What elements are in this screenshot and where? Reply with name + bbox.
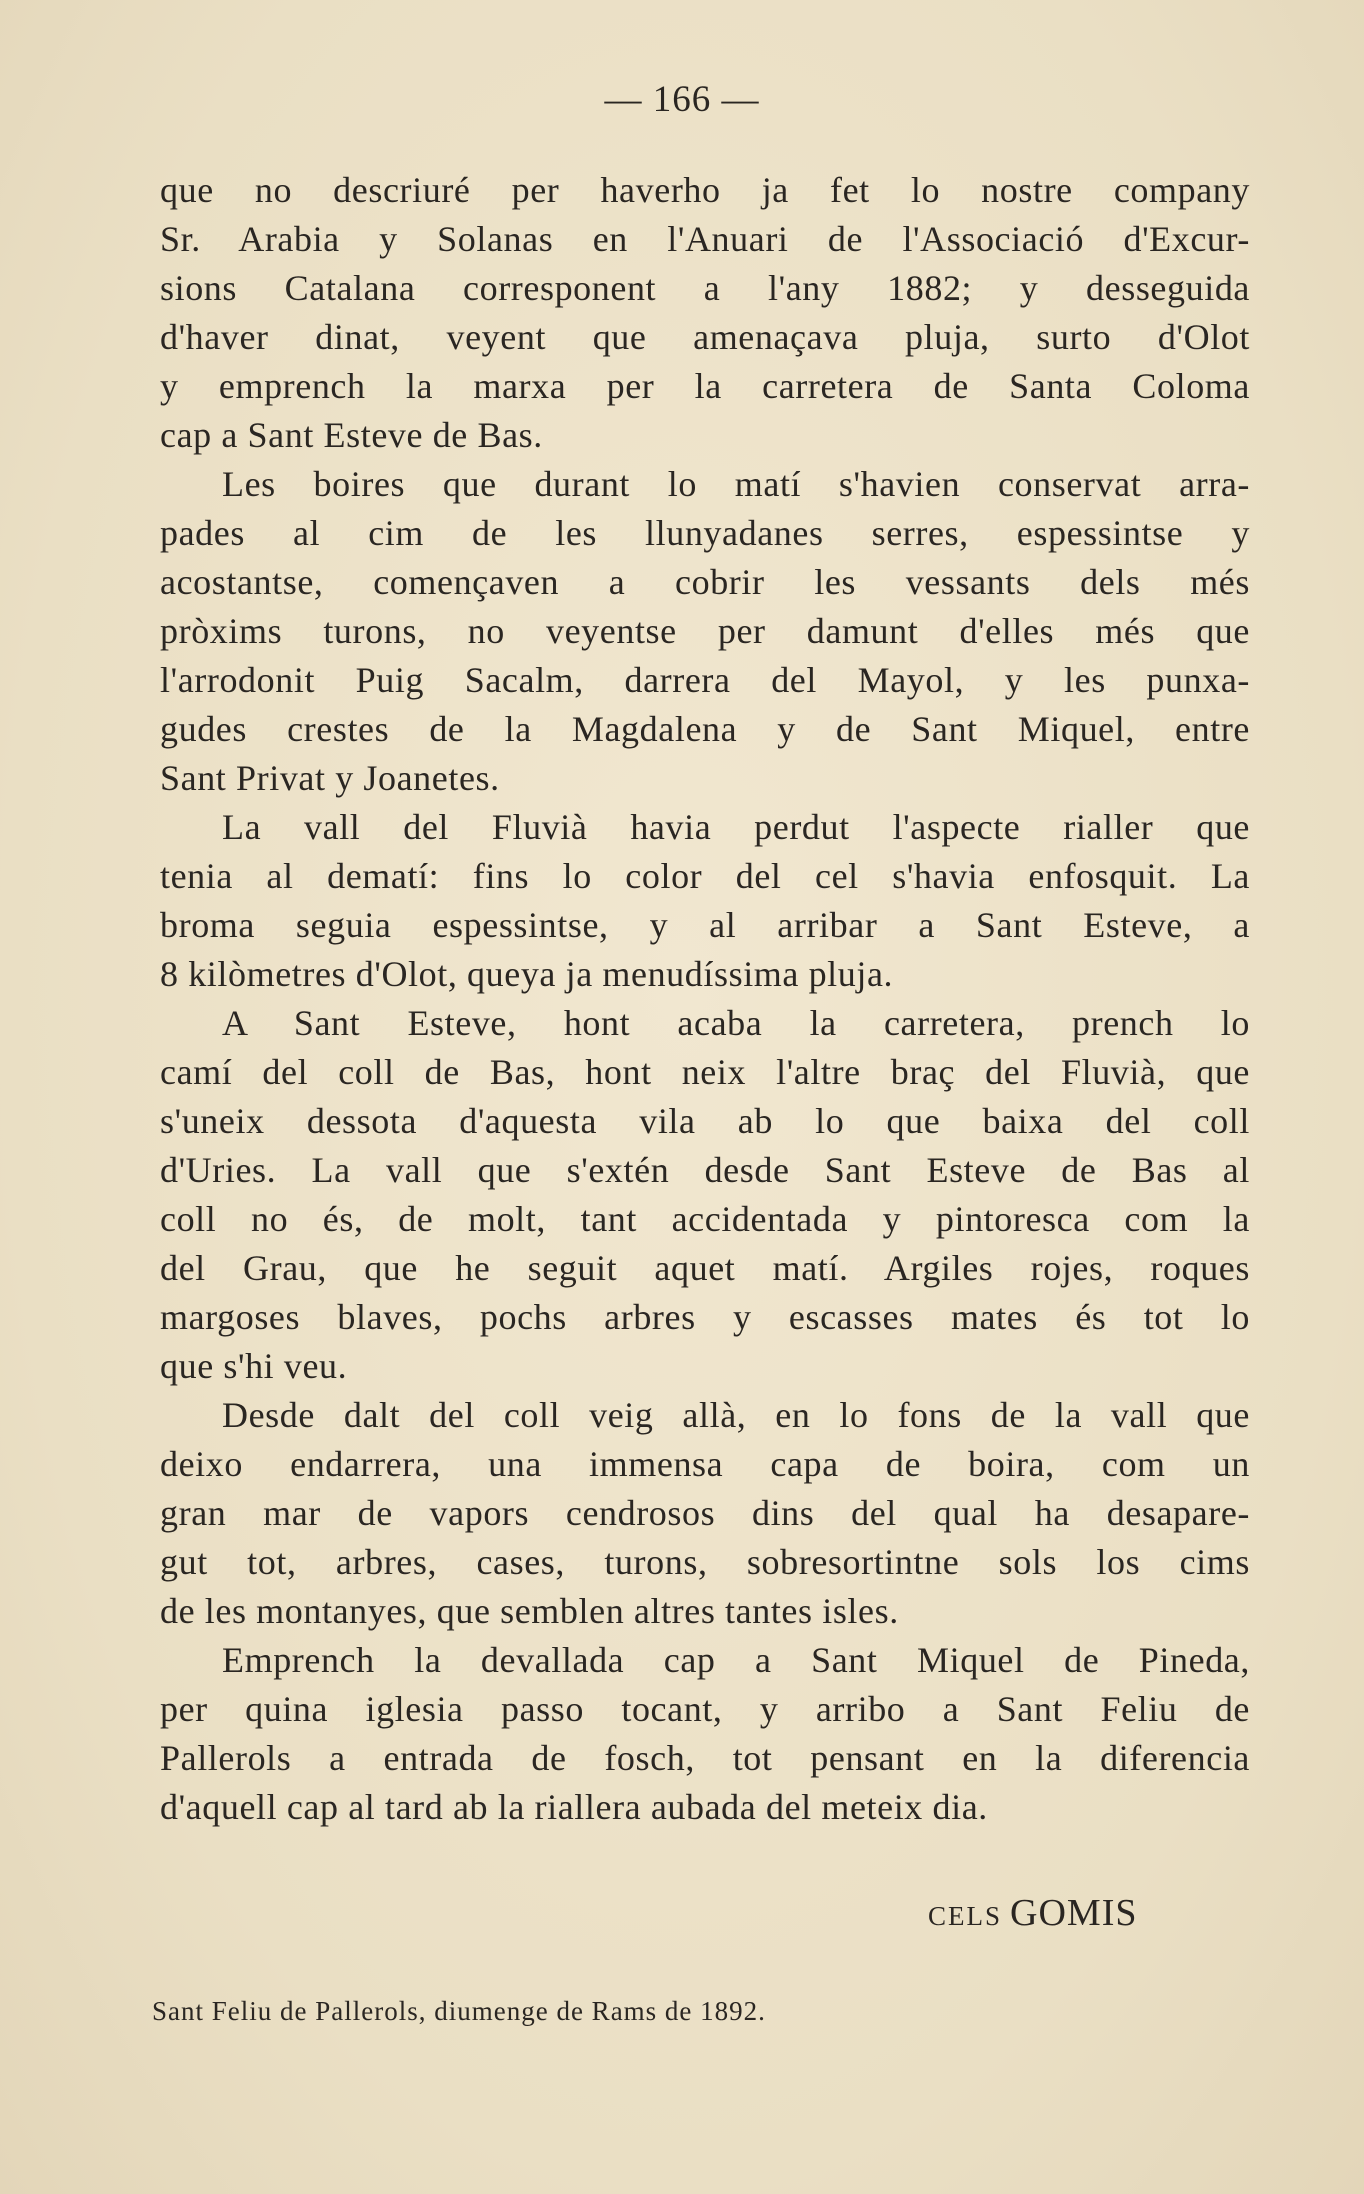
text-line: A Sant Esteve, hont acaba la carretera, prench lo [222, 1003, 1250, 1043]
page-number: — 166 — [604, 79, 760, 120]
text-line: pròxims turons, no veyentse per damunt d'elles més que [160, 611, 1250, 651]
text-line: l'arrodonit Puig Sacalm, darrera del Mayol, y les punxa- [160, 660, 1250, 700]
text-line: d'aquell cap al tard ab la riallera aubada del meteix dia. [160, 1787, 988, 1827]
author-last-name: GOMIS [1010, 1892, 1138, 1934]
text-line: margoses blaves, pochs arbres y escasses mates és tot lo [160, 1297, 1250, 1337]
text-line: coll no és, de molt, tant accidentada y pintoresca com la [160, 1199, 1250, 1239]
text-line: que no descriuré per haverho ja fet lo nostre company [160, 170, 1250, 210]
text-line: del Grau, que he seguit aquet matí. Argiles rojes, roques [160, 1248, 1250, 1288]
text-line: per quina iglesia passo tocant, y arribo a Sant Feliu de [160, 1689, 1250, 1729]
text-line: La vall del Fluvià havia perdut l'aspecte rialler que [222, 807, 1250, 847]
text-line: cap a Sant Esteve de Bas. [160, 415, 543, 455]
text-line: de les montanyes, que semblen altres tantes isles. [160, 1591, 899, 1631]
text-line: Emprench la devallada cap a Sant Miquel de Pineda, [222, 1640, 1250, 1680]
text-line: gran mar de vapors cendrosos dins del qual ha desapare- [160, 1493, 1250, 1533]
text-line: Sr. Arabia y Solanas en l'Anuari de l'Associació d'Excur- [160, 219, 1250, 259]
dateline: Sant Feliu de Pallerols, diumenge de Rams de 1892. [152, 1996, 766, 2026]
text-line: y emprench la marxa per la carretera de Santa Coloma [160, 366, 1250, 406]
body-text [160, 166, 1250, 1832]
text-line: Desde dalt del coll veig allà, en lo fons de la vall que [222, 1395, 1250, 1435]
text-line: tenia al dematí: fins lo color del cel s'havia enfosquit. La [160, 856, 1250, 896]
text-line: sions Catalana corresponent a l'any 1882; y desseguida [160, 268, 1250, 308]
text-line: broma seguia espessintse, y al arribar a Sant Esteve, a [160, 905, 1250, 945]
text-line: deixo endarrera, una immensa capa de boira, com un [160, 1444, 1250, 1484]
text-line: gudes crestes de la Magdalena y de Sant Miquel, entre [160, 709, 1250, 749]
text-line: Les boires que durant lo matí s'havien conservat arra- [222, 464, 1250, 504]
text-line: camí del coll de Bas, hont neix l'altre braç del Fluvià, que [160, 1052, 1250, 1092]
text-line: d'haver dinat, veyent que amenaçava pluja, surto d'Olot [160, 317, 1250, 357]
text-line: d'Uries. La vall que s'extén desde Sant Esteve de Bas al [160, 1150, 1250, 1190]
text-line: Sant Privat y Joanetes. [160, 758, 500, 798]
author-first-name: CELS [928, 1901, 1003, 1931]
text-line: gut tot, arbres, cases, turons, sobresortintne sols los cims [160, 1542, 1250, 1582]
text-line: Pallerols a entrada de fosch, tot pensant en la diferencia [160, 1738, 1250, 1778]
text-line: s'uneix dessota d'aquesta vila ab lo que baixa del coll [160, 1101, 1250, 1141]
text-line: acostantse, començaven a cobrir les vessants dels més [160, 562, 1250, 602]
text-line: 8 kilòmetres d'Olot, queya ja menudíssima pluja. [160, 954, 894, 994]
author-signature [928, 1891, 1137, 1935]
text-line: que s'hi veu. [160, 1346, 348, 1386]
text-line: pades al cim de les llunyadanes serres, espessintse y [160, 513, 1250, 553]
